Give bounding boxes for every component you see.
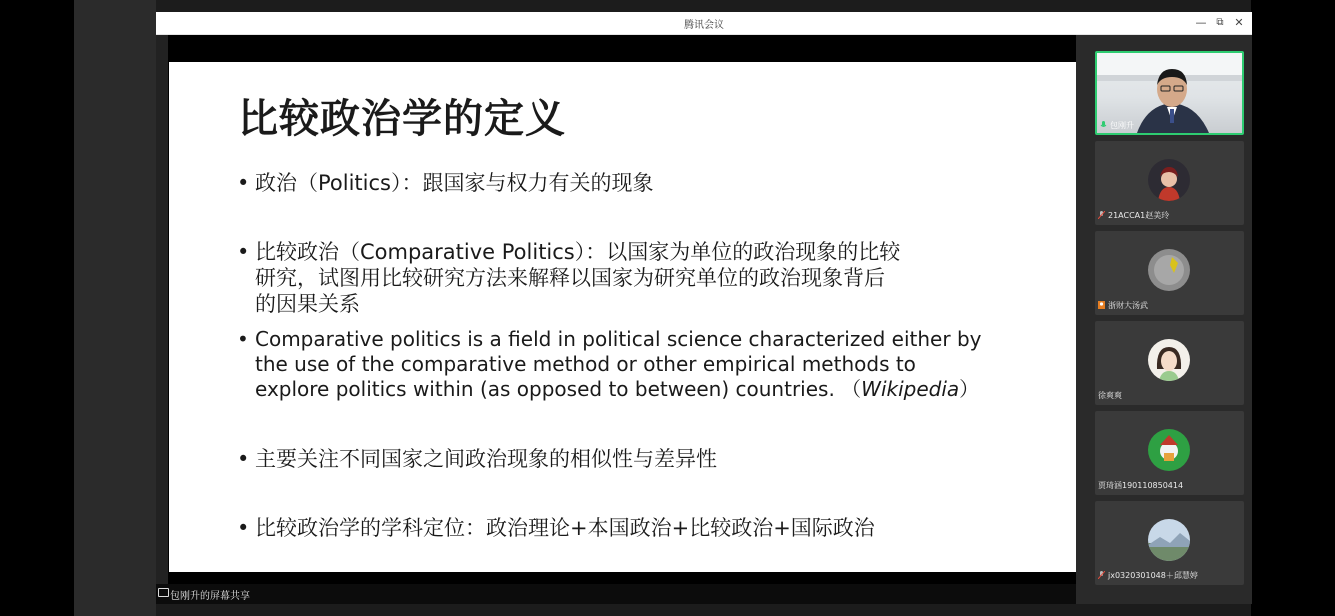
title-bar [156,12,1252,35]
presentation-slide [169,62,1076,572]
participant-name: 包刚升 [1100,120,1134,131]
avatar [1148,519,1190,561]
user-avatar-icon [1098,301,1105,309]
avatar [1148,339,1190,381]
bullet-text: 主要关注不同国家之间政治现象的相似性与差异性 [255,447,717,471]
slide-title: 比较政治学的定义 [238,96,566,142]
participant-tile[interactable] [1095,501,1244,585]
participant-video-panel [1076,35,1252,604]
bullet-line: the use of the comparative method or other empirical methods to [255,352,916,376]
avatar [1148,249,1190,291]
bullet-dot: • [237,327,249,351]
bullet-comparative-politics [237,239,1057,317]
bullet-focus [237,446,1057,472]
bullet-line: 研究，试图用比较研究方法来解释以国家为研究单位的政治现象背后 [255,266,885,290]
bullet-dot: • [237,447,250,471]
left-black-bar [0,0,74,616]
participant-name: 贾琦涵190110850414 [1098,481,1184,490]
bullet-line-with-citation [237,377,1057,402]
bullet-dot: • [237,171,250,195]
maximize-button[interactable]: ⧉ [1216,17,1224,28]
avatar [1148,159,1190,201]
bullet-line: 的因果关系 [255,292,360,316]
bullet-line: Comparative politics is a field in political science characterized either by [255,327,982,351]
bullet-discipline-position [237,515,1057,541]
close-button[interactable]: ✕ [1234,16,1244,29]
citation-open: （ [841,377,862,401]
bullet-politics [237,170,1057,196]
participant-tile[interactable] [1095,321,1244,405]
screen-share-area [156,35,1076,592]
participant-tile[interactable] [1095,141,1244,225]
bullet-line: explore politics within (as opposed to between) countries. [255,377,842,401]
participant-name: 徐爽爽 [1098,391,1122,400]
citation-source: Wikipedia [861,377,960,401]
avatar [1148,429,1190,471]
participant-name: 浙财大汤武 [1098,300,1148,311]
bullet-wikipedia-definition [237,327,1057,402]
window-title: 腾讯会议 [684,20,724,31]
participant-name: jx0320301048＋邱慧婷 [1098,570,1198,581]
meeting-window [156,12,1252,604]
minimize-button[interactable]: — [1195,16,1207,29]
share-left-strip [156,35,168,592]
citation-close: ） [959,377,980,401]
participant-tile-active[interactable] [1095,51,1244,135]
screen-share-icon [158,588,169,597]
share-status-bar [156,584,1076,604]
bullet-dot: • [237,516,250,540]
mic-on-icon [1100,121,1107,129]
left-gutter [74,0,156,616]
bullet-text: 比较政治学的学科定位：政治理论+本国政治+比较政治+国际政治 [255,516,875,540]
mic-muted-icon [1098,211,1105,219]
share-label: 包刚升的屏幕共享 [170,591,250,602]
participant-name: 21ACCA1赵美玲 [1098,210,1169,221]
participant-tile[interactable] [1095,411,1244,495]
right-black-bar [1251,0,1335,616]
mic-muted-icon [1098,571,1105,579]
participant-tile[interactable] [1095,231,1244,315]
bullet-dot: • [237,240,250,264]
bullet-text: 政治（Politics）：跟国家与权力有关的现象 [255,171,654,195]
bullet-line: 比较政治（Comparative Politics）：以国家为单位的政治现象的比较 [255,240,901,264]
